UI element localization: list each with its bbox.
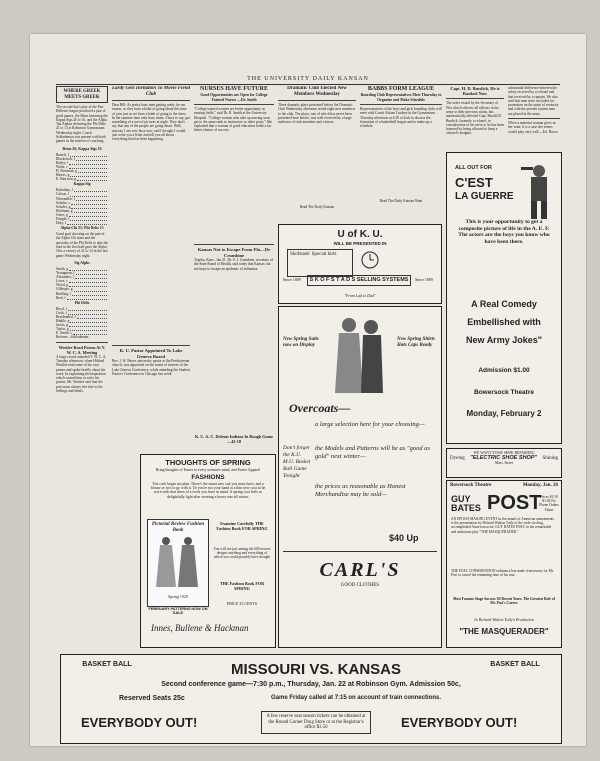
- col7-body: substantial difference between the salary received by a colonel and that received by a captain. We also said that men were excluded for promotion on the point of seniority and with the present system men are placed in the army.: [508, 86, 559, 116]
- ku-left: Skofstads' Special hirts: [287, 249, 353, 277]
- player-name: Wood, g: [56, 283, 69, 288]
- babbs-body: Representatives of the boys and girls boarding clubs will meet with Coach Adrian Lindsey in the Gymnasium Thursday afternoon at 4:30 o'clock to discuss the formation of a basketball league and to make up a schedule.: [360, 107, 442, 129]
- guy-top-left: Bowersock Theatre: [450, 483, 492, 488]
- examine: Examine Carefully THE Fashion Book FOR SPRING: [216, 521, 268, 531]
- masthead: THE UNIVERSITY DAILY KANSAN: [247, 76, 369, 82]
- player-name: Raffalaky, f: [56, 188, 73, 193]
- referee: Referee—Schlademan.: [56, 335, 90, 340]
- pastor-body: Rev. J. W. Beyer, university pastor at the Presbyterian church, was appointed on the board of trustees of the Lake Geneva Conference, while attending the Student Pastor's Conference in Chicago last week.: [112, 359, 190, 376]
- player-name: Lowe, c: [56, 279, 68, 284]
- player-name: Scholer, g: [56, 204, 71, 209]
- overcoats-body: the Models and Patterns will be as "good as gold" next winter—: [315, 445, 431, 460]
- player-name: Breidenthal, f: [56, 314, 76, 319]
- everybody-out-right: EVERYBODY OUT!: [401, 715, 518, 730]
- dress-illustration-icon: [148, 533, 206, 589]
- examine2: You will see just among the 600 newest designs anything and everything of which you could possibly have thought: [213, 547, 271, 560]
- ku-subtitle: WILL BE PRESENTED IN: [333, 241, 387, 246]
- post-name: POST: [487, 492, 542, 514]
- column-4: [278, 86, 356, 246]
- cest-line3: New Army Jokes": [466, 335, 542, 345]
- table4: [56, 307, 108, 336]
- book-sub: Spring 1920: [168, 594, 188, 599]
- column-1: [56, 86, 108, 734]
- westlee-headline: Westlee Read Poems At Y. W. C. A. Meeting: [58, 344, 106, 355]
- game2-body: Good goal shooting on the part of the Alpha Chi team and the specialty of the Phi Delts to take the lead in the first half gave the Alpha Chis a victory of 21 to 13 in the last game Wednesday night.: [56, 232, 108, 258]
- guy-body: AN EPOCH-MAKING EVENT in the annals of American amusements is the presentation by Richard Walton Tully of the wide-circling, accomplished American actor, GUY BATES POST, in the remarkable and audacious play "THE MASQUERADER.": [451, 517, 554, 534]
- nurses-sub: Good Opportunities are Open for College Trained Nurses —Dr. Smith: [200, 93, 268, 102]
- spring-suits: New Spring Suits now on Display: [283, 337, 319, 348]
- bb-right: BASKET BALL: [490, 661, 540, 668]
- shoe-label: WE WANT YOUR SHOE REPAIRING: [473, 451, 535, 455]
- ku-tagline: "From Lad to Dad": [344, 293, 376, 298]
- player-name: Alexander, f: [56, 275, 74, 280]
- player-name: Hinkle, g: [56, 318, 70, 323]
- player-name: Cook, f: [56, 310, 67, 315]
- guy-body2: THE FUEL CONSERVATION ordinance has made it necessary for Mr. Post to cancel the remaining time of his tour.: [451, 569, 554, 578]
- fashions-title: FASHIONS: [191, 473, 225, 481]
- ku-skofstad-ad: [278, 224, 442, 304]
- clock-icon: [359, 251, 381, 269]
- player-name: Greer, g: [56, 212, 68, 217]
- spring-title: THOUGHTS OF SPRING: [165, 458, 251, 467]
- westlee-body: A large crowd attended Y. W. C. A. Tuesday afternoon, when Hildred Westlee read some of his own poems and spoke briefly about his work. In explaining the inspiration which caused him to write his poems, Mr. Westlee said that the poet must always live true to his feelings and ideals.: [56, 354, 107, 394]
- babbs-signature: Read The Daily Kansan Want: [379, 199, 423, 203]
- overcoats-title: Overcoats—: [289, 401, 351, 415]
- masthead-rule: [56, 84, 560, 85]
- lardy-headline: Lardy Gets Invitation To Movie Fiend Club: [112, 86, 190, 97]
- player-name: Smith, g: [56, 266, 69, 271]
- flu-body: Topeka, Kans., Jan 21. Dr. S. J. Crumbine, secretary of the State Board of Health, said today that Kansas can not hope to escape an epidemic of influenza.: [194, 258, 273, 271]
- greek-body: The second day's play of the Pan-Hellenic league produced a pair of good games, the Betas trimming the Kappa Sigs 26 to 16, and the Alpha Tau Alphas defeating the Phi Delts 21 to 13 at Robinson Gymnasium Wednesday night. Coach Schlademan was present with both games in the interest of coaching.: [56, 105, 108, 144]
- soldier-icon: [521, 161, 557, 221]
- ku-since1: Since 1889: [283, 277, 301, 282]
- book-title: Pictorial Review Fashion Book: [151, 522, 205, 533]
- player-name: Jarvis, g: [56, 323, 68, 328]
- couple-illustration-icon: [327, 313, 391, 397]
- player-name: Hoffman, g: [56, 208, 73, 213]
- player-name: Bartelt, f: [56, 152, 69, 157]
- ku-title: U of K. U.: [337, 229, 383, 240]
- dramatic-headline: Dramatic Club Elected New Members Wednesday: [287, 86, 347, 97]
- dont-forget: Don't forget the K.U. M.U. Basket Ball Game Tonight: [283, 445, 311, 479]
- game-title: MISSOURI VS. KANSAS: [230, 661, 402, 678]
- column-2: [112, 86, 190, 476]
- overcoats-lead: a large selection here for your choosing—: [315, 421, 425, 428]
- player-name: Waltz, c: [56, 164, 68, 169]
- player-name: Gillespie, g: [56, 287, 73, 292]
- player-name: Beal, f: [56, 295, 66, 300]
- cest-line1: A Real Comedy: [471, 299, 537, 309]
- bates-name: BATES: [451, 503, 481, 513]
- player-name: E. Smith, c: [56, 331, 72, 336]
- missouri-kansas-ad: [60, 654, 562, 744]
- column-3: [194, 86, 274, 476]
- overcoats-body2: the prices as reasonable as Honest Merchandise may be sold—: [315, 483, 406, 498]
- column-5: [360, 86, 442, 246]
- table1: [56, 153, 108, 182]
- fashion-book: THE Fashion Book FOR SPRING: [219, 581, 265, 591]
- player-name: Pringle, f: [56, 216, 70, 221]
- game-line2: Second conference game—7:30 p.m., Thursday, Jan. 22 at Robinson Gym. Admission 50c,: [161, 681, 461, 688]
- shoe-left: Dyeing: [450, 455, 465, 461]
- innes-brand: Innes, Bullene & Hackman: [151, 623, 249, 633]
- cest-la-guerre-ad: [446, 152, 562, 444]
- carls-brand-sub: GOOD CLOTHES: [340, 583, 380, 588]
- guy-body3: Most Famous Stage Success Of Recent Years. The Greatest Role of Mr. Post's Career.: [453, 597, 555, 606]
- flu-headline: Kansas Not to Escape From Flu—Dr Crumbine: [197, 247, 271, 258]
- shoe-right: Shining: [542, 455, 558, 461]
- cest-title3: LA GUERRE: [455, 191, 514, 202]
- guy-play: "THE MASQUERADER": [459, 627, 549, 636]
- nurses-body: "College trained women are better opportunity in nursing fields," said Dr. R. Smith at the University Hospital. "College women who take up nursing soon get to the same rank as instructors or other posts." She explained that a woman of good education holds a far better chance of success.: [194, 107, 273, 133]
- table4-title: Phi Delts: [74, 300, 90, 305]
- cest-desc: This is your opportunity to get a composite picture of life in the A. E. F. The actors are the boys you know who have been there.: [458, 219, 550, 245]
- shoe-brand: "ELECTRIC SHOE SHOP": [470, 455, 538, 461]
- spring-shirts: New Spring Shirts Hats Caps Ready: [397, 337, 435, 348]
- col7-body2: When a material woman gives us her want, it is a case she seems would play very well.—Ed. Howe.: [508, 121, 559, 134]
- guy-tag: In Richard Walton Tully's Production: [474, 617, 534, 622]
- player-name: Winemiller, f: [56, 196, 76, 201]
- book-price: PRICE 25 CENTS: [226, 601, 257, 606]
- player-name: Hawes, g: [56, 173, 70, 178]
- cest-venue: Bowersock Theatre: [474, 389, 534, 396]
- player-name: E. Harrison, g: [56, 177, 77, 182]
- cest-title1: ALL OUT FOR: [455, 165, 492, 171]
- kcac-headline: K. C. A. C. Defeats Indians In Rough Game—42-18: [195, 434, 273, 444]
- newspaper-page: [30, 34, 586, 746]
- cest-date: Monday, February 2: [466, 409, 542, 418]
- lardy-body: Dear Bill: As pretty busy men getting ready for my exams, so they have a habit of going about this time of year just as we have a habit of going to the show. In the summer time only busy times. I have to say, got something of a sort of pictures at night. They don't say that any of the people are going about. Well, anyway I am very busy now, and I thought I would just write you a letter and tell you all about everything that has been happening.: [112, 103, 190, 142]
- player-name: Buffling, f: [56, 291, 72, 296]
- pastor-headline: K. U. Pastor Appointed To Lake Geneva Board: [119, 348, 183, 359]
- dramatic-body: Three dramatic plays presented before the Dramatic Club Wednesday afternoon tested eight new members to the club. The plays, one of which has never been presented here before, was well received by a large audience of club members and visitors.: [278, 103, 356, 125]
- ku-right: S K O F S T A D S SELLING SYSTEMS: [307, 275, 411, 286]
- season-tickets: A few reserve seat season tickets can be obtained at the Round Corner Drug Store or at the Registrar's office $3.50: [261, 711, 371, 734]
- burdick-body: The order issued by the Secretary of War which relieves all officers in the army to their previous status, has automatically affected Capt. Harold D. Burdick, formerly a colonel, in consideration of his service, he has been honored by being allowed to keep a colonel's insignia.: [446, 101, 504, 136]
- player-name: Doty, f: [56, 221, 66, 226]
- patterns-sale: FEBRUARY PATTERNS NOW ON SALE: [148, 607, 208, 615]
- spring-body: You can't begin too plan. There's the smart new suit you must have, and a blouse or two to go with it. Or you're not your hand at a thin new coat to be worn with that dress of a frock you have in mind. A spring coat feels so delightfully light after wearing a heavy one all winter.: [150, 481, 266, 499]
- table3: [56, 267, 108, 300]
- player-name: Taylor, g: [56, 327, 69, 332]
- guy-name: GUY: [451, 494, 471, 504]
- dramatic-signature: Read The Daily Kansan: [299, 205, 335, 209]
- ku-since2: Since 1889: [415, 277, 433, 282]
- carls-brand: CARL'S: [319, 559, 401, 581]
- table1-title: Betas 26; Kappa Sigs 16: [62, 146, 102, 151]
- guy-prices: Prices $1.50 $1.00 No Phone Orders Taken: [539, 495, 559, 512]
- babbs-sub: Boarding Club Representatives Meet Thursday to Organize and Make Schedule: [360, 93, 442, 102]
- cest-admission: Admission $1.00: [478, 367, 530, 374]
- player-name: Colson, f: [56, 192, 70, 197]
- game2-title: Alpha Chi 21; Phi Delts 13: [60, 226, 104, 231]
- game-friday: Game Friday called at 7:15 on account of train connections.: [271, 695, 442, 701]
- nurses-headline: NURSES HAVE FUTURE: [200, 86, 268, 92]
- cest-line2: Embellished with: [467, 317, 541, 327]
- overcoats-price: $40 Up: [389, 533, 419, 543]
- carls-overcoats-ad: [278, 306, 442, 648]
- player-name: Schultz, c: [56, 200, 71, 205]
- player-name: Blackstock, f: [56, 156, 75, 161]
- table2-title: Kappa Sig: [73, 182, 91, 187]
- thoughts-of-spring-ad: [140, 454, 276, 648]
- shoe-addr: Mass. Street: [495, 461, 513, 465]
- cest-title2: C'EST: [455, 175, 493, 190]
- guy-top-right: Monday, Jan. 26: [522, 483, 558, 488]
- player-name: Youngman, f: [56, 271, 75, 276]
- fashion-book-cover: [147, 519, 209, 607]
- everybody-out-left: EVERYBODY OUT!: [81, 715, 198, 730]
- babbs-headline: BABBS FORM LEAGUE: [367, 86, 435, 92]
- greek-headline: WHERE GREEK MEETS GREEK: [56, 86, 108, 103]
- guy-bates-post-ad: [446, 480, 562, 648]
- player-name: Bailey, f: [56, 160, 69, 165]
- spring-sub: Bring thoughts of Easter to every woman's mind, and Easter Apparel: [155, 468, 261, 472]
- electric-shoe-shop-ad: [446, 448, 562, 478]
- player-name: H. Bowman, g: [56, 169, 77, 174]
- table3-title: Sig Alphs: [74, 260, 90, 265]
- game-reserved: Reserved Seats 25c: [119, 695, 185, 702]
- player-name: Boyd, f: [56, 306, 67, 311]
- table2: [56, 188, 108, 225]
- burdick-headline: Capt. H. D. Burdick, He is Ranked Now: [450, 86, 500, 97]
- bb-left: BASKET BALL: [82, 661, 132, 668]
